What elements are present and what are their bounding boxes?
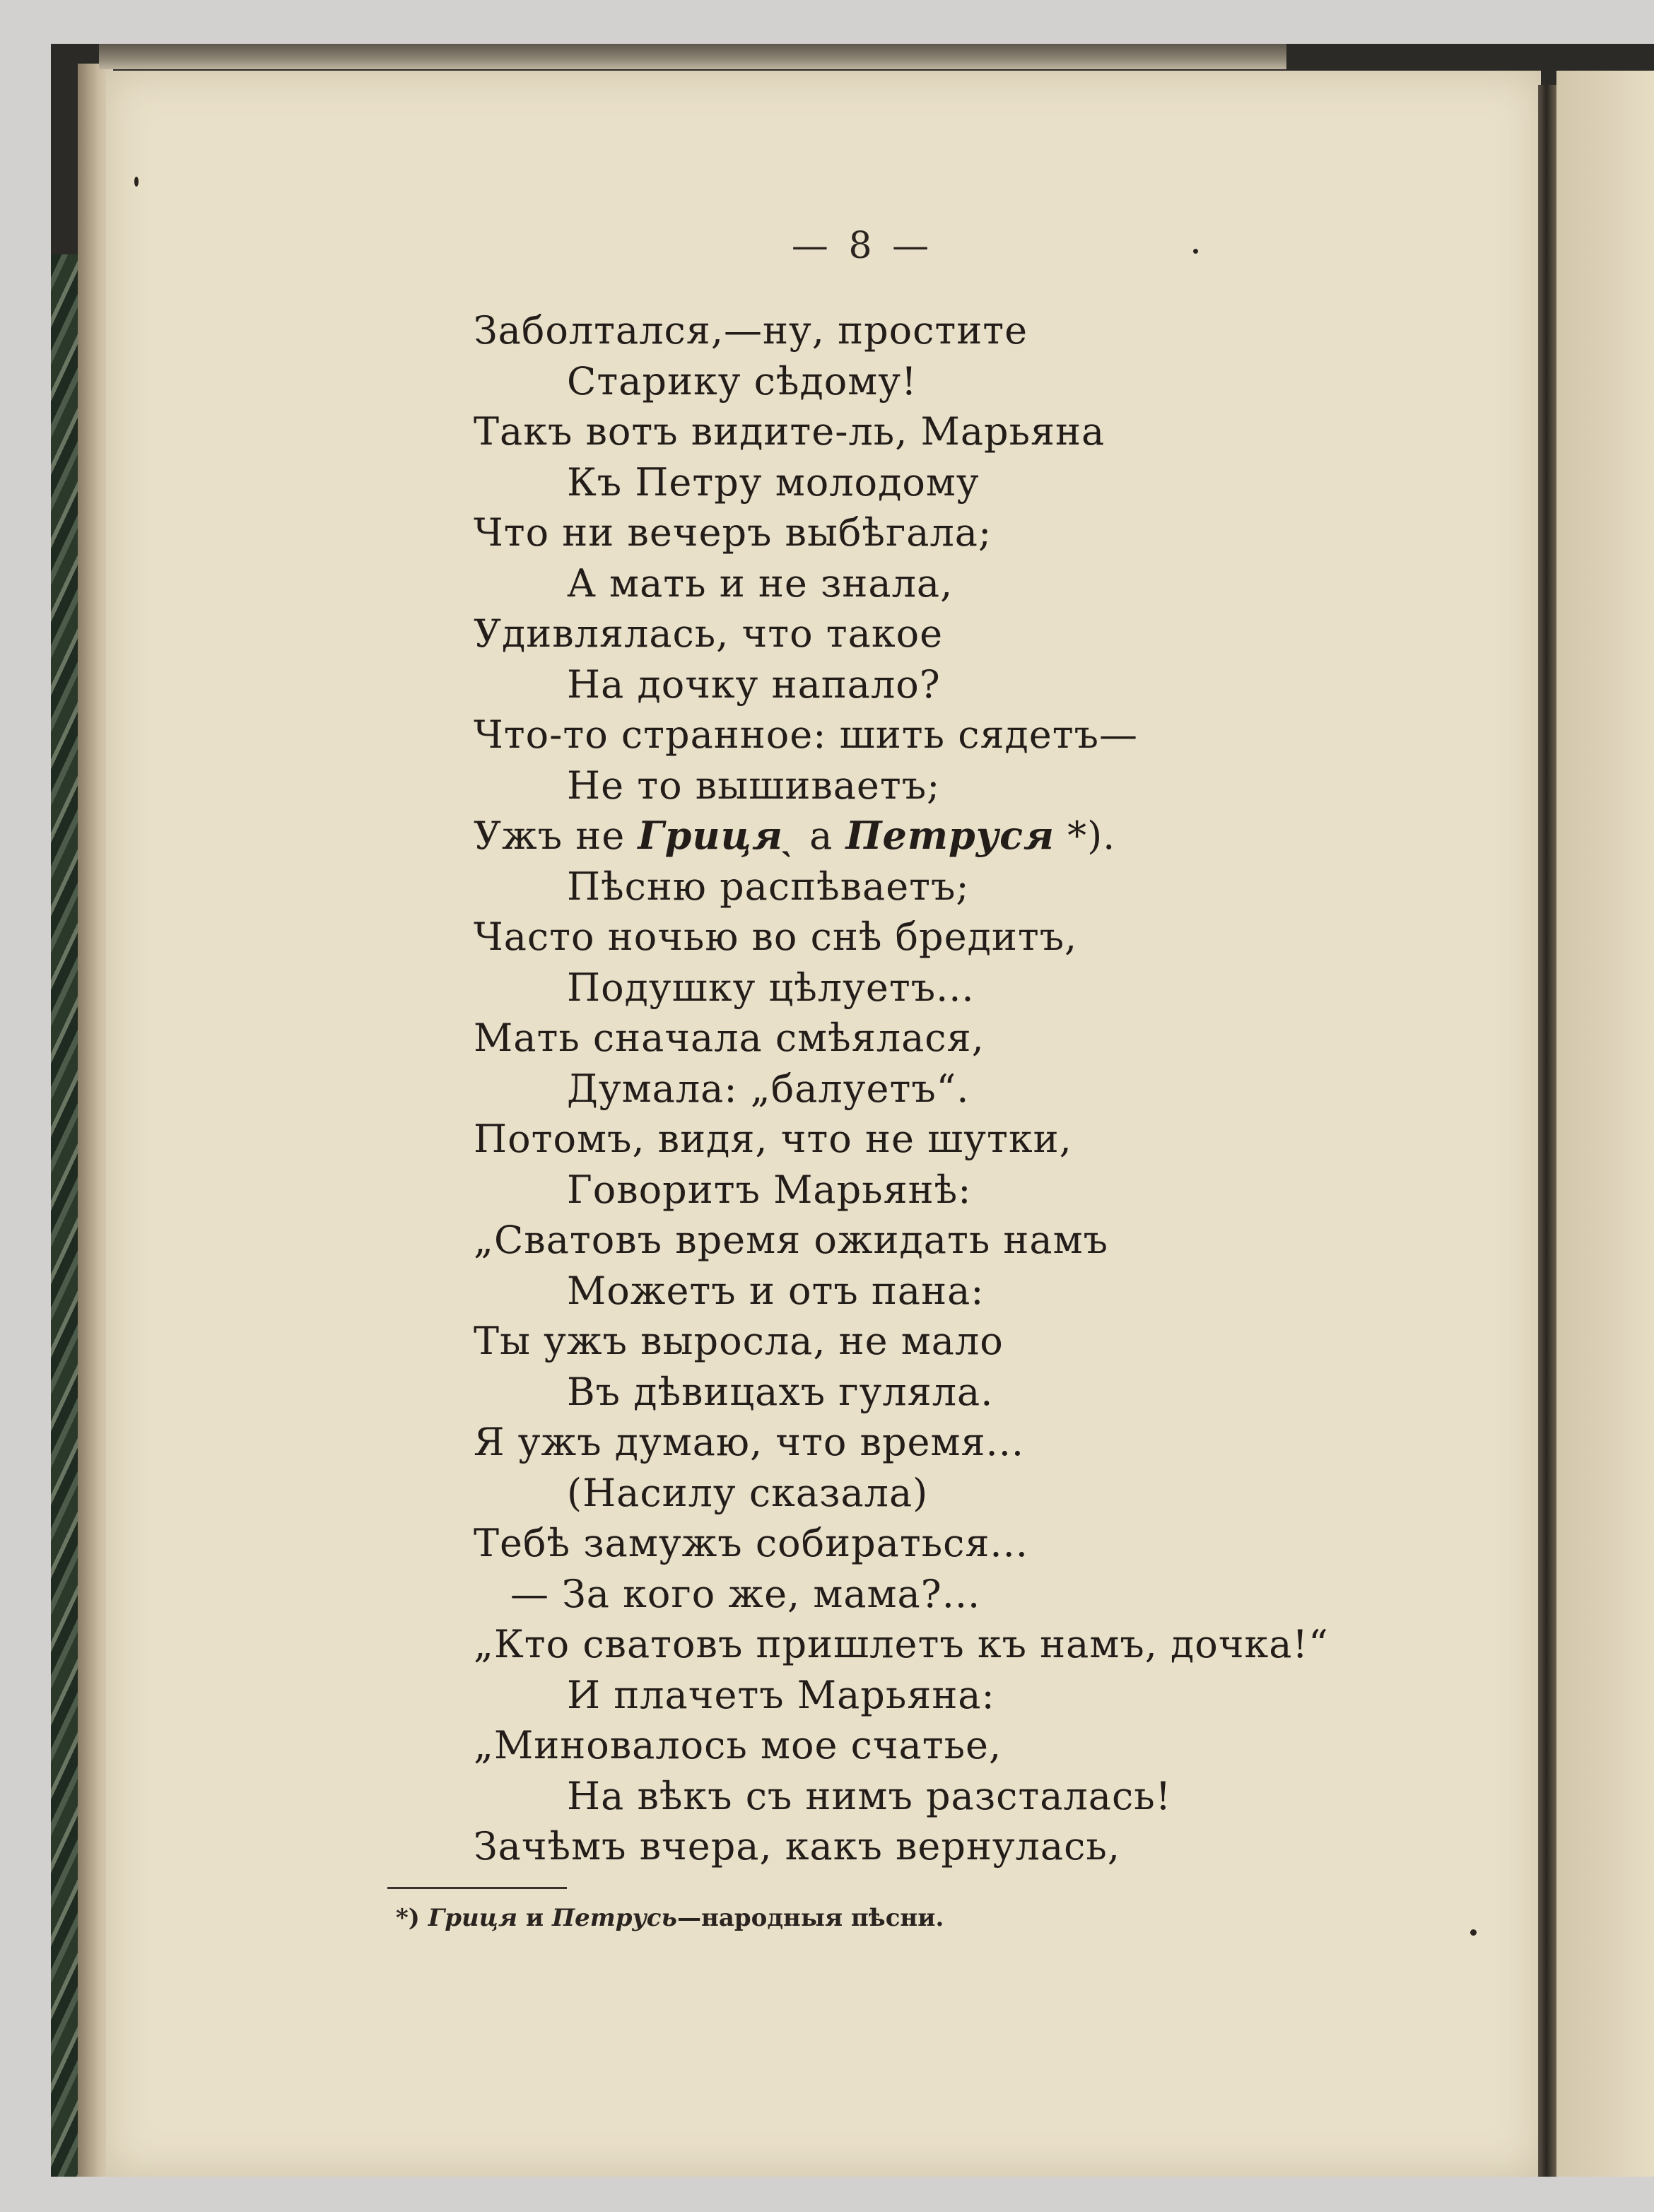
footnote <box>396 1904 1173 1932</box>
poem-line: Можетъ и отъ пана: <box>567 1268 985 1313</box>
poem-line: Что-то странное: шить сядетъ— <box>474 712 1138 757</box>
poem-line: Старику сѣдому! <box>567 358 917 404</box>
page-edge-top <box>99 44 1286 69</box>
poem-line <box>474 811 1463 861</box>
poem-line: „Кто сватовъ пришлетъ къ намъ, дочка!“ <box>474 1622 1329 1666</box>
page-number: — 8 — <box>791 225 934 267</box>
poem-line: Что ни вечеръ выбѣгала; <box>474 510 992 555</box>
footnote-divider <box>387 1887 567 1889</box>
poem-line: Удивлялась, что такое <box>474 611 944 656</box>
poem-line: Потомъ, видя, что не шутки, <box>474 1117 1072 1161</box>
ink-speck <box>134 177 139 187</box>
poem-line: Такъ вотъ видите-ль, Марьяна <box>474 409 1105 454</box>
poem-line: Зачѣмъ вчера, какъ вернулась, <box>474 1824 1120 1869</box>
poem-line: Пѣсню распѣваетъ; <box>567 864 970 909</box>
footnote-text: —народныя пѣсни. <box>676 1904 944 1932</box>
poem-line: Подушку цѣлуетъ... <box>567 965 975 1010</box>
poem-line: „Миновалось мое счатье, <box>474 1723 1002 1767</box>
poem-line: Тебѣ замужъ собираться... <box>474 1521 1028 1565</box>
footnote-reference: *). <box>1054 813 1116 858</box>
poem-line-text: а <box>796 813 846 858</box>
poem-line: Часто ночью во снѣ бредитъ, <box>474 914 1078 959</box>
poem-line: На дочку напало? <box>567 661 941 707</box>
poem-line: Говоритъ Марьянѣ: <box>567 1167 972 1212</box>
poem-line: На вѣкъ съ нимъ разсталась! <box>567 1773 1172 1818</box>
poem-line: — За кого же, мама?... <box>510 1571 981 1616</box>
poem-line: Думала: „балуетъ“. <box>567 1066 970 1111</box>
poem-line: Ты ужъ выросла, не мало <box>474 1319 1004 1363</box>
poem-line: Заболтался,—ну, простите <box>474 308 1028 353</box>
facing-page-edge <box>1556 71 1654 2177</box>
ink-speck <box>1193 249 1198 254</box>
ink-speck <box>1470 1929 1477 1936</box>
footnote-marker: *) <box>396 1904 428 1932</box>
poem-line: „Сватовъ время ожидать намъ <box>474 1218 1108 1262</box>
poem-line: Я ужъ думаю, что время... <box>474 1420 1025 1464</box>
poem-line: И плачетъ Марьяна: <box>567 1672 995 1717</box>
footnote-text: и <box>517 1904 552 1932</box>
poem-text <box>474 305 1463 1872</box>
book-gutter <box>1538 85 1556 2177</box>
poem-line: Мать сначала смѣялася, <box>474 1016 985 1060</box>
footnote-name-gritsya: Гриця <box>428 1904 518 1932</box>
footnote-name-petrus: Петрусь <box>551 1904 677 1932</box>
poem-line-text: Ужъ не <box>474 813 638 858</box>
poem-line: А мать и не знала, <box>567 560 954 606</box>
poem-line: Не то вышиваетъ; <box>567 763 941 808</box>
poem-line: (Насилу сказала) <box>567 1470 929 1515</box>
italic-name-gritsya: Грицяˎ <box>638 813 797 858</box>
poem-line: Въ дѣвицахъ гуляла. <box>567 1369 994 1414</box>
italic-name-petrusya: Петруся <box>845 813 1055 858</box>
poem-line: Къ Петру молодому <box>567 459 980 505</box>
